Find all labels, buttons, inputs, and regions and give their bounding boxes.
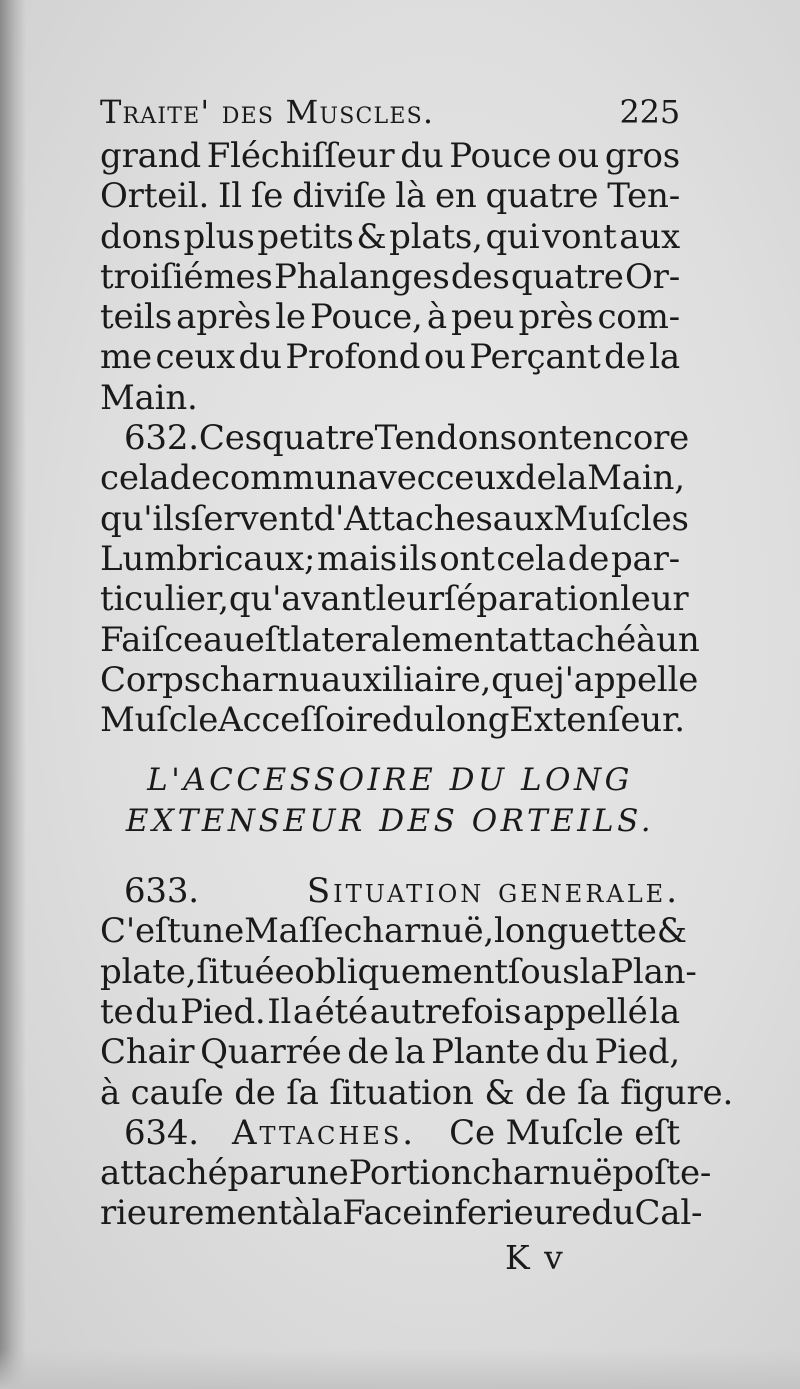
text-line xyxy=(100,1113,680,1153)
text-line: teils après le Pouce, à peu près com- xyxy=(100,297,680,338)
text-line: dons plus petits & plats, qui vont aux xyxy=(100,216,680,257)
section-heading-line: EXTENSEUR DES ORTEILS. xyxy=(125,802,655,839)
text-line: troiſiémes Phalanges des quatre Or- xyxy=(100,256,680,297)
paragraph-label: Attaches. xyxy=(231,1112,417,1153)
section-heading-line: L'ACCESSOIRE DU LONG xyxy=(147,762,633,799)
text-line: attaché par une Portion charnuë poſte- xyxy=(100,1153,712,1194)
paragraph-continuation xyxy=(100,136,680,418)
paragraph-label: Situation generale. xyxy=(306,871,680,912)
text-line: Chair Quarrée de la Plante du Pied, xyxy=(100,1032,680,1073)
running-head-title: Traite' des Muscles. xyxy=(100,93,435,131)
text-line: cela de commun avec ceux de la Main, xyxy=(100,458,685,499)
text-line: Corps charnu auxiliaire, que j'appelle xyxy=(100,659,699,700)
catchword-signature: K v xyxy=(505,1238,565,1277)
text-line: rieurement à la Face inferieure du Cal- xyxy=(100,1193,703,1234)
text-line: Muſcle Acceſſoire du long Extenſeur. xyxy=(100,700,685,741)
page-content xyxy=(100,92,734,1234)
text-line: Orteil. Il ſe diviſe là en quatre Ten- xyxy=(100,176,680,217)
text-line: qu'ils ſervent d'Attaches aux Muſcles xyxy=(100,498,689,539)
running-head xyxy=(100,92,680,136)
section-heading xyxy=(100,760,680,841)
page-edge-shade xyxy=(0,1349,800,1389)
paragraph-text: Ce Muſcle eſt xyxy=(449,1112,680,1153)
text-line: me ceux du Profond ou Perçant de la xyxy=(100,337,680,378)
paragraph-632 xyxy=(100,418,700,741)
text-line: 632. Ces quatre Tendons ont encore xyxy=(124,418,690,459)
paragraph-number: 634. xyxy=(124,1112,199,1153)
text-line: te du Pied. Il a été autrefois appellé la xyxy=(100,991,680,1032)
text-line: à cauſe de ſa ſituation & de ſa figure. xyxy=(100,1072,734,1113)
text-line: plate, ſituée obliquement ſous la Plan- xyxy=(100,951,697,992)
text-line: ticulier, qu'avant leur ſéparation leur xyxy=(100,579,689,620)
paragraph-634 xyxy=(100,1112,712,1234)
text-line: grand Fléchiſſeur du Pouce ou gros xyxy=(100,136,680,176)
text-line: Lumbricaux; mais ils ont cela de par- xyxy=(100,538,680,579)
paragraph-633 xyxy=(100,871,734,1113)
page-gutter-shadow xyxy=(0,0,26,1389)
text-line xyxy=(100,871,680,911)
page-number: 225 xyxy=(619,93,680,131)
text-line: Faiſceau eſt lateralement attaché à un xyxy=(100,619,700,660)
text-line: Main. xyxy=(100,377,198,418)
paragraph-number: 633. xyxy=(124,871,199,912)
text-line: C'eſt une Maſſe charnuë, longuette & xyxy=(100,911,687,952)
